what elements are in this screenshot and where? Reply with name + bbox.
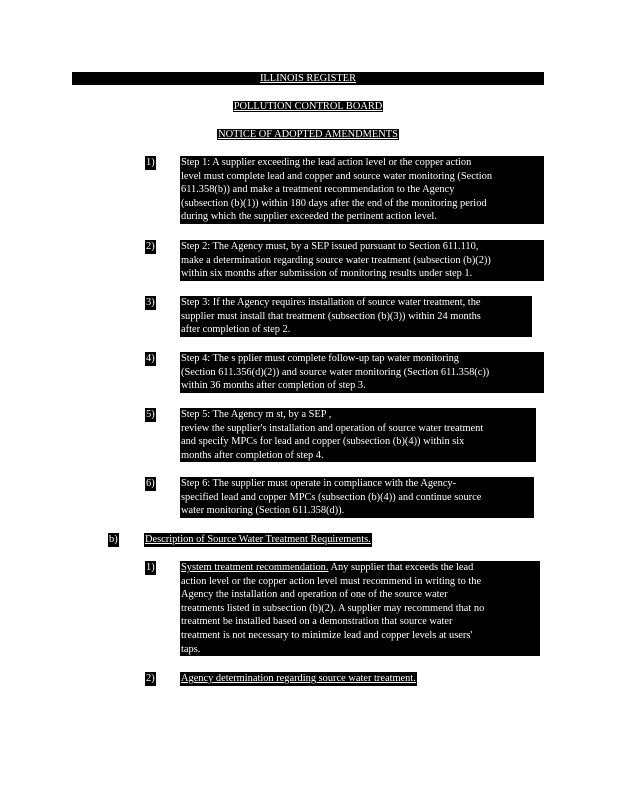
step-text: Step 4: The s pplier must complete follow-up tap water monitoring (Section 611.356(d)(2)) and source water monitoring (Section 611.358(c)) within 36 months after completion of step 3. — [180, 352, 544, 393]
section-letter: b) — [109, 534, 118, 545]
notice-title: NOTICE OF ADOPTED AMENDMENTS — [218, 129, 398, 140]
sub-item-text: Any supplier that exceeds the lead action level or the copper action level must recommend in writing to the Agency the installation and operation of one of the source water treatments listed in subsection (b)(2). A supplier may recommend that no treatment be installed based on a demonstration that source water treatment is not necessary to minimize lead and copper levels at users' taps. — [181, 562, 485, 655]
register-title: ILLINOIS REGISTER — [259, 73, 357, 84]
step-text: Step 2: The Agency must, by a SEP issued pursuant to Section 611.110, make a determination regarding source water treatment (subsection (b)(2)) within six months after submission of monitoring results under step 1. — [180, 240, 544, 281]
step-number: 2) — [146, 241, 155, 252]
register-header — [72, 72, 544, 85]
sub-item-label: Agency determination regarding source water treatment. — [181, 673, 416, 684]
step-number: 5) — [146, 409, 155, 420]
step-text: Step 3: If the Agency requires installation of source water treatment, the supplier must install that treatment (subsection (b)(3)) within 24 months after completion of step 2. — [180, 296, 532, 337]
step-number: 1) — [146, 157, 155, 168]
sub-item-body — [180, 561, 540, 656]
sub-item-label: System treatment recommendation. — [181, 562, 329, 573]
notice-header — [72, 128, 544, 142]
step-text: Step 5: The Agency m st, by a SEP , review the supplier's installation and operation of source water treatment and specify MPCs for lead and copper (subsection (b)(4)) within six months after completion of step 4. — [180, 408, 536, 462]
step-number: 6) — [146, 478, 155, 489]
board-title: POLLUTION CONTROL BOARD — [233, 101, 383, 112]
step-text: Step 6: The supplier must operate in compliance with the Agency- specified lead and copper MPCs (subsection (b)(4)) and continue source water monitoring (Section 611.358(d)). — [180, 477, 534, 518]
step-text: Step 1: A supplier exceeding the lead action level or the copper action level must complete lead and copper and source water monitoring (Section 611.358(b)) and make a treatment recommendation to the Agency (subsection (b)(1)) within 180 days after the end of the monitoring period during which the supplier exceeded the pertinent action level. — [180, 156, 544, 224]
step-number: 3) — [146, 297, 155, 308]
board-header — [72, 100, 544, 114]
section-title: Description of Source Water Treatment Requirements. — [145, 534, 371, 545]
step-number: 4) — [146, 353, 155, 364]
sub-item-number: 1) — [146, 562, 155, 573]
sub-item-number: 2) — [146, 673, 155, 684]
